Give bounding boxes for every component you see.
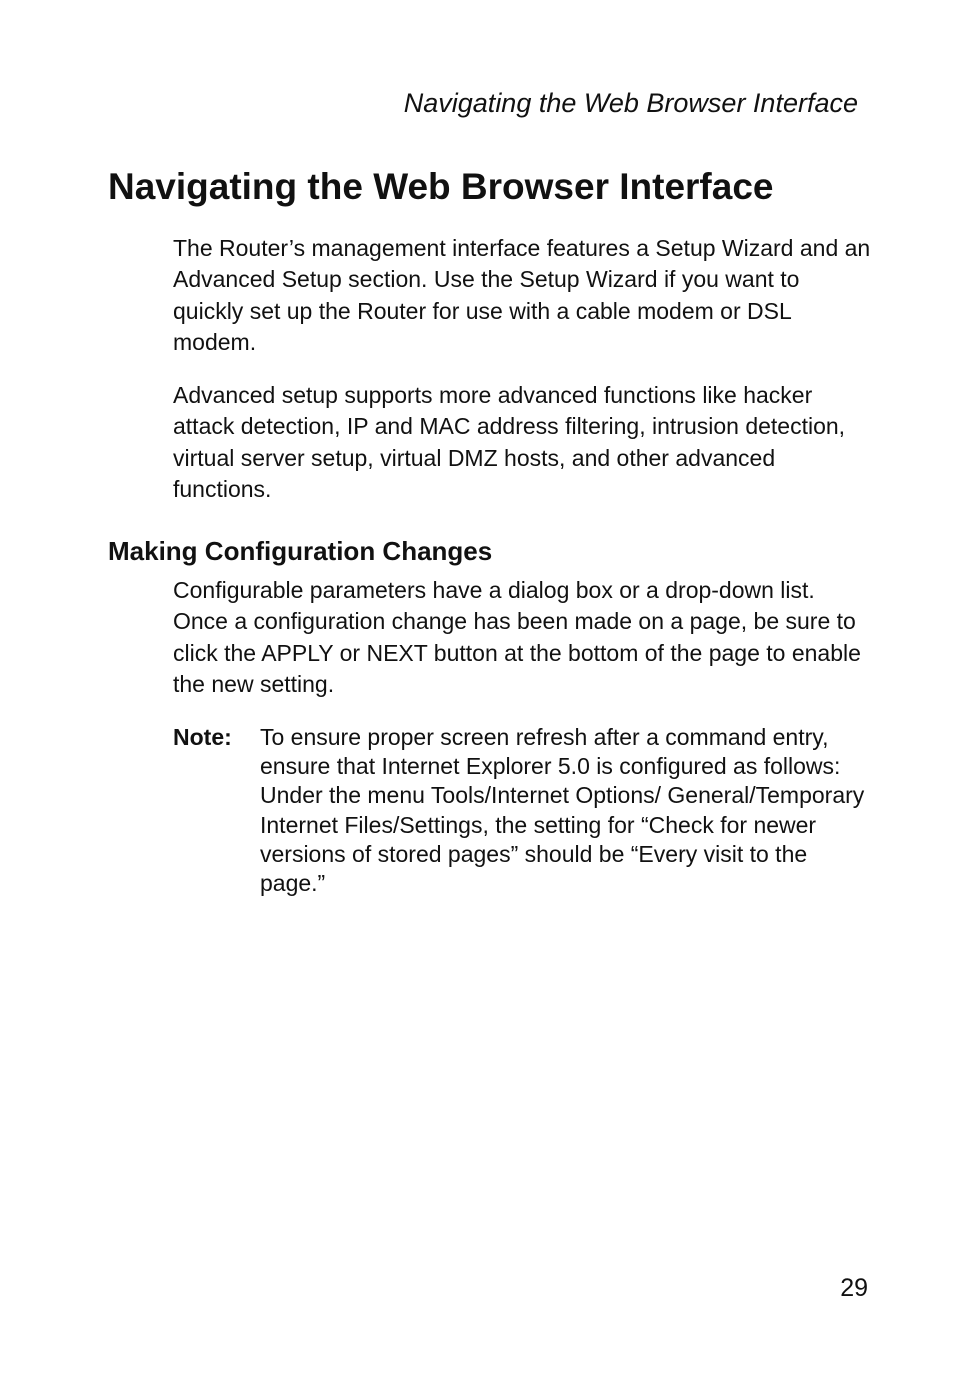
note-block [173, 723, 873, 898]
running-header: Navigating the Web Browser Interface [403, 88, 858, 118]
note-label: Note: [173, 724, 232, 750]
page-number: 29 [840, 1274, 868, 1302]
configuration-paragraph: Configurable parameters have a dialog box or a drop-down list. Once a configuration change has been made on a page, be sure to click the APPLY or NEXT button at the bottom of the page to enable the new setting. [173, 577, 861, 697]
advanced-setup-paragraph: Advanced setup supports more advanced functions like hacker attack detection, IP and MAC address filtering, intrusion detection, virtual server setup, virtual DMZ hosts, and other advanced functions. [173, 382, 846, 502]
section-title: Making Configuration Changes [108, 536, 493, 566]
intro-paragraph: The Router’s management interface features a Setup Wizard and an Advanced Setup section. Use the Setup Wizard if you want to quickly set up the Router for use with a cable modem or DSL modem. [173, 235, 871, 355]
page-title: Navigating the Web Browser Interface [108, 166, 774, 207]
note-text: To ensure proper screen refresh after a command entry, ensure that Internet Explorer 5.0 is configured as follows: Under the menu Tools/Internet Options/ General/Temporary Internet Files/Settings, the setting for “Check for newer versions of stored pages” should be “Every visit to the page.” [260, 724, 865, 897]
